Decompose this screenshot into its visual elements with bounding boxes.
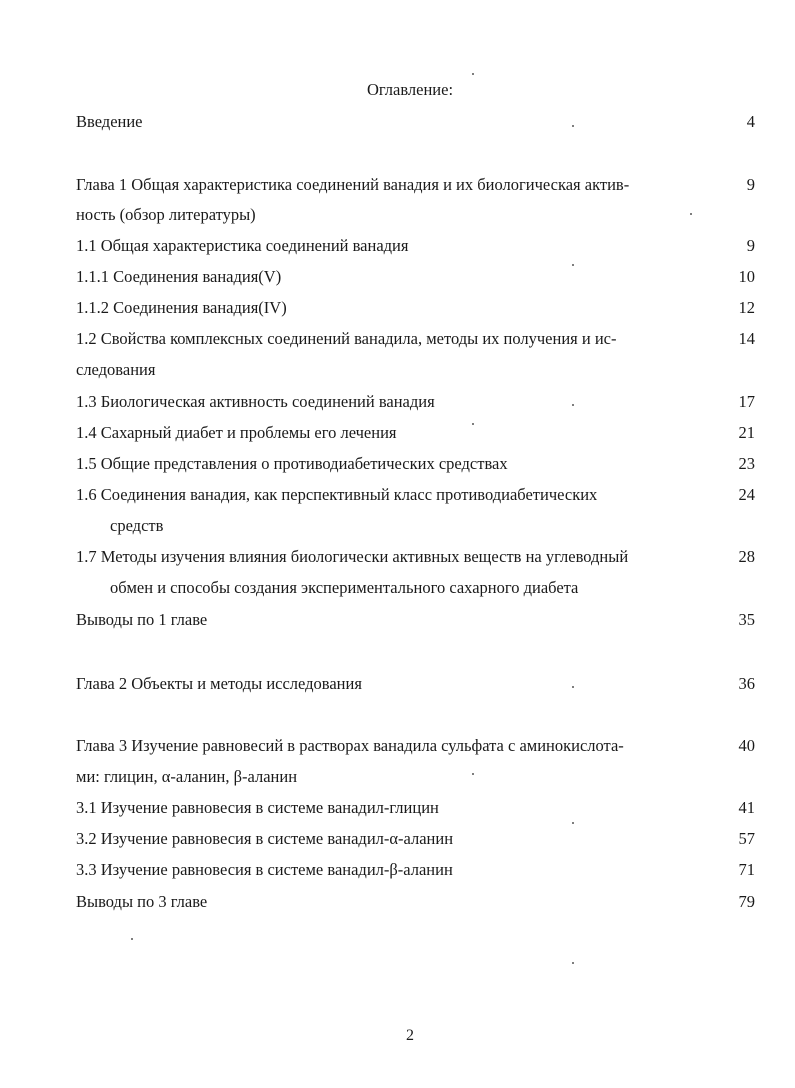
toc-entry-3-1: 3.1 Изучение равновесия в системе ванадил-глицин	[76, 798, 439, 817]
toc-page-1-1-2: 12	[738, 298, 755, 317]
scan-speck	[572, 962, 574, 964]
toc-entry-ch3-line1: Глава 3 Изучение равновесий в растворах ванадила сульфата с аминокислота-	[76, 736, 624, 755]
toc-page-ch3: 40	[738, 736, 755, 755]
scan-speck	[131, 938, 133, 940]
toc-entry-1-6-line2: средств	[110, 516, 164, 535]
toc-entry-3-2: 3.2 Изучение равновесия в системе ванадил-α-аланин	[76, 829, 454, 848]
toc-entry-ch1-line2: ность (обзор литературы)	[76, 205, 256, 224]
toc-entry-1-2-line1: 1.2 Свойства комплексных соединений ванадила, методы их получения и ис-	[76, 329, 617, 348]
toc-page-conclusions-3: 79	[738, 892, 755, 911]
toc-page-3-2: 57	[738, 829, 755, 848]
toc-page-3-1: 41	[738, 798, 755, 817]
toc-entry-1-6-line1: 1.6 Соединения ванадия, как перспективный класс противодиабетических	[76, 485, 598, 504]
toc-entry-1-1-2: 1.1.2 Соединения ванадия(IV)	[76, 298, 287, 317]
toc-entry-3-3: 3.3 Изучение равновесия в системе ванадил-β-аланин	[76, 860, 453, 879]
toc-entry-ch1-line1: Глава 1 Общая характеристика соединений ванадия и их биологическая актив-	[76, 175, 630, 194]
scan-speck	[572, 125, 574, 127]
toc-entry-1-5: 1.5 Общие представления о противодиабетических средствах	[76, 454, 508, 473]
toc-page-1-5: 23	[738, 454, 755, 473]
toc-entry-1-4: 1.4 Сахарный диабет и проблемы его лечения	[76, 423, 397, 442]
toc-page-1-3: 17	[738, 392, 755, 411]
scan-speck	[572, 264, 574, 266]
toc-entry-1-1-1: 1.1.1 Соединения ванадия(V)	[76, 267, 282, 286]
toc-page-1-4: 21	[738, 423, 755, 442]
toc-page-ch1: 9	[746, 175, 755, 194]
toc-entry-ch3-line2: ми: глицин, α-аланин, β-аланин	[76, 767, 298, 786]
page-title: Оглавление:	[366, 80, 454, 99]
toc-entry-conclusions-3: Выводы по 3 главе	[76, 892, 208, 911]
scan-speck	[472, 773, 474, 775]
toc-page-ch2: 36	[738, 674, 755, 693]
toc-entry-1-3: 1.3 Биологическая активность соединений ванадия	[76, 392, 435, 411]
toc-page-1-6: 24	[738, 485, 755, 504]
scan-speck	[572, 822, 574, 824]
toc-entry-1-1: 1.1 Общая характеристика соединений ванадия	[76, 236, 409, 255]
toc-page-intro: 4	[746, 112, 755, 131]
scan-speck	[472, 73, 474, 75]
toc-page-1-2: 14	[738, 329, 755, 348]
toc-entry-1-2-line2: следования	[76, 360, 156, 379]
toc-page-1-1: 9	[746, 236, 755, 255]
toc-page-1-7: 28	[738, 547, 755, 566]
toc-entry-1-7-line2: обмен и способы создания экспериментального сахарного диабета	[110, 578, 579, 597]
toc-entry-ch2: Глава 2 Объекты и методы исследования	[76, 674, 362, 693]
page-number: 2	[406, 1027, 414, 1044]
toc-entry-intro: Введение	[76, 112, 143, 131]
toc-page-1-1-1: 10	[738, 267, 755, 286]
scan-speck	[472, 423, 474, 425]
scan-speck	[572, 686, 574, 688]
scan-speck	[572, 404, 574, 406]
scan-speck	[690, 213, 692, 215]
toc-page-conclusions-1: 35	[738, 610, 755, 629]
toc-entry-1-7-line1: 1.7 Методы изучения влияния биологически активных веществ на углеводный	[76, 547, 629, 566]
toc-page-3-3: 71	[738, 860, 755, 879]
toc-entry-conclusions-1: Выводы по 1 главе	[76, 610, 208, 629]
